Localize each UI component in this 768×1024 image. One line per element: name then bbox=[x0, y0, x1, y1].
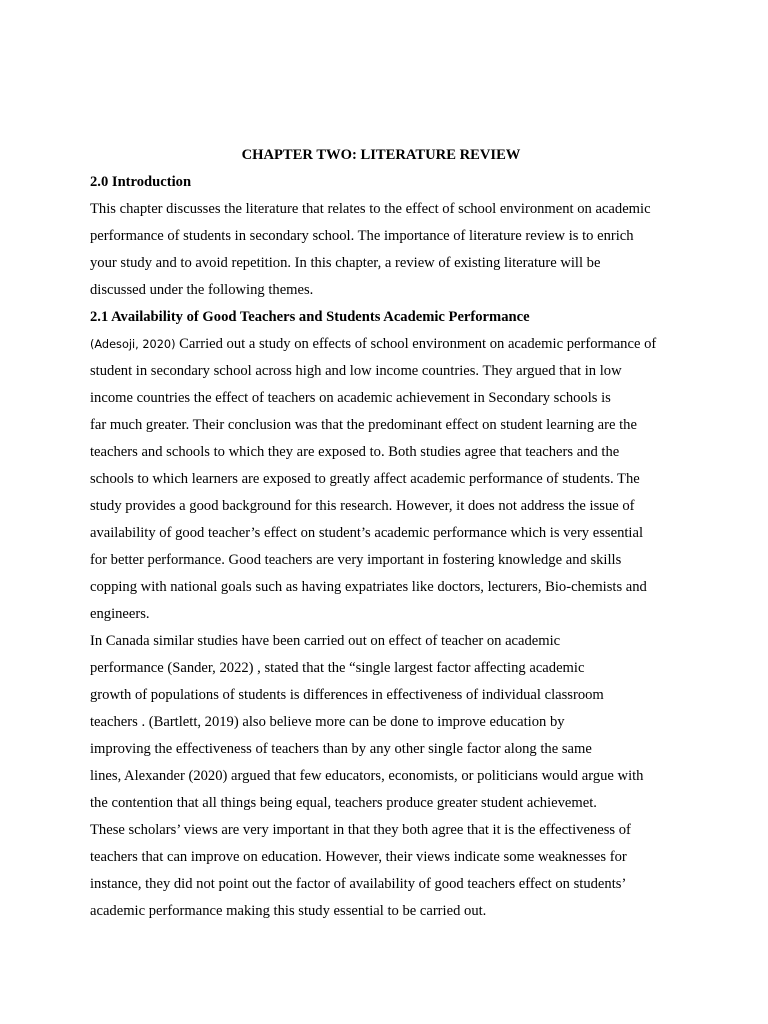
intro-paragraph bbox=[90, 196, 672, 304]
paragraph-line: performance (Sander, 2022) , stated that the “single largest factor affecting academic bbox=[90, 660, 585, 676]
paragraph-line: growth of populations of students is differences in effectiveness of individual classroom bbox=[90, 687, 604, 703]
paragraph-line: improving the effectiveness of teachers than by any other single factor along the same bbox=[90, 741, 592, 757]
paragraph-line: academic performance making this study essential to be carried out. bbox=[90, 903, 487, 919]
paragraph-line: student in secondary school across high and low income countries. They argued that in low bbox=[90, 363, 622, 379]
paragraph-line: instance, they did not point out the factor of availability of good teachers effect on students’ bbox=[90, 876, 627, 892]
paragraph-line: schools to which learners are exposed to greatly affect academic performance of students. The bbox=[90, 471, 640, 487]
document-body bbox=[90, 142, 672, 925]
paragraph-line: These scholars’ views are very important in that they both agree that it is the effectiveness of bbox=[90, 822, 631, 838]
paragraph-canada-studies bbox=[90, 628, 672, 925]
paragraph-line: your study and to avoid repetition. In this chapter, a review of existing literature will be bbox=[90, 255, 601, 271]
paragraph-line: teachers . (Bartlett, 2019) also believe more can be done to improve education by bbox=[90, 714, 565, 730]
paragraph-line: In Canada similar studies have been carried out on effect of teacher on academic bbox=[90, 633, 561, 649]
paragraph-first-line bbox=[90, 331, 672, 358]
section-heading: 2.1 Availability of Good Teachers and Students Academic Performance bbox=[90, 309, 530, 325]
paragraph-line: teachers that can improve on education. However, their views indicate some weaknesses for bbox=[90, 849, 627, 865]
intro-heading: 2.0 Introduction bbox=[90, 174, 192, 190]
paragraph-line: This chapter discusses the literature that relates to the effect of school environment on academic bbox=[90, 201, 651, 217]
paragraph-line: discussed under the following themes. bbox=[90, 282, 314, 298]
paragraph-line-text: Carried out a study on effects of school environment on academic performance of bbox=[175, 336, 657, 352]
paragraph-line: far much greater. Their conclusion was that the predominant effect on student learning are the bbox=[90, 417, 637, 433]
paragraph-line: copping with national goals such as having expatriates like doctors, lecturers, Bio-chemists and bbox=[90, 579, 647, 595]
citation: (Adesoji, 2020) bbox=[90, 338, 176, 351]
chapter-title: CHAPTER TWO: LITERATURE REVIEW bbox=[241, 147, 521, 163]
paragraph-line: study provides a good background for this research. However, it does not address the issue of bbox=[90, 498, 635, 514]
paragraph-line: lines, Alexander (2020) argued that few educators, economists, or politicians would argue with bbox=[90, 768, 644, 784]
paragraph-line: for better performance. Good teachers are very important in fostering knowledge and skills bbox=[90, 552, 622, 568]
paragraph-line: engineers. bbox=[90, 606, 150, 622]
paragraph-line: teachers and schools to which they are exposed to. Both studies agree that teachers and the bbox=[90, 444, 620, 460]
paragraph-line: income countries the effect of teachers on academic achievement in Secondary schools is bbox=[90, 390, 611, 406]
paragraph-teacher-availability bbox=[90, 331, 672, 628]
paragraph-line: the contention that all things being equal, teachers produce greater student achievemet. bbox=[90, 795, 597, 811]
paragraph-line: performance of students in secondary school. The importance of literature review is to enrich bbox=[90, 228, 634, 244]
paragraph-line: availability of good teacher’s effect on student’s academic performance which is very essential bbox=[90, 525, 644, 541]
